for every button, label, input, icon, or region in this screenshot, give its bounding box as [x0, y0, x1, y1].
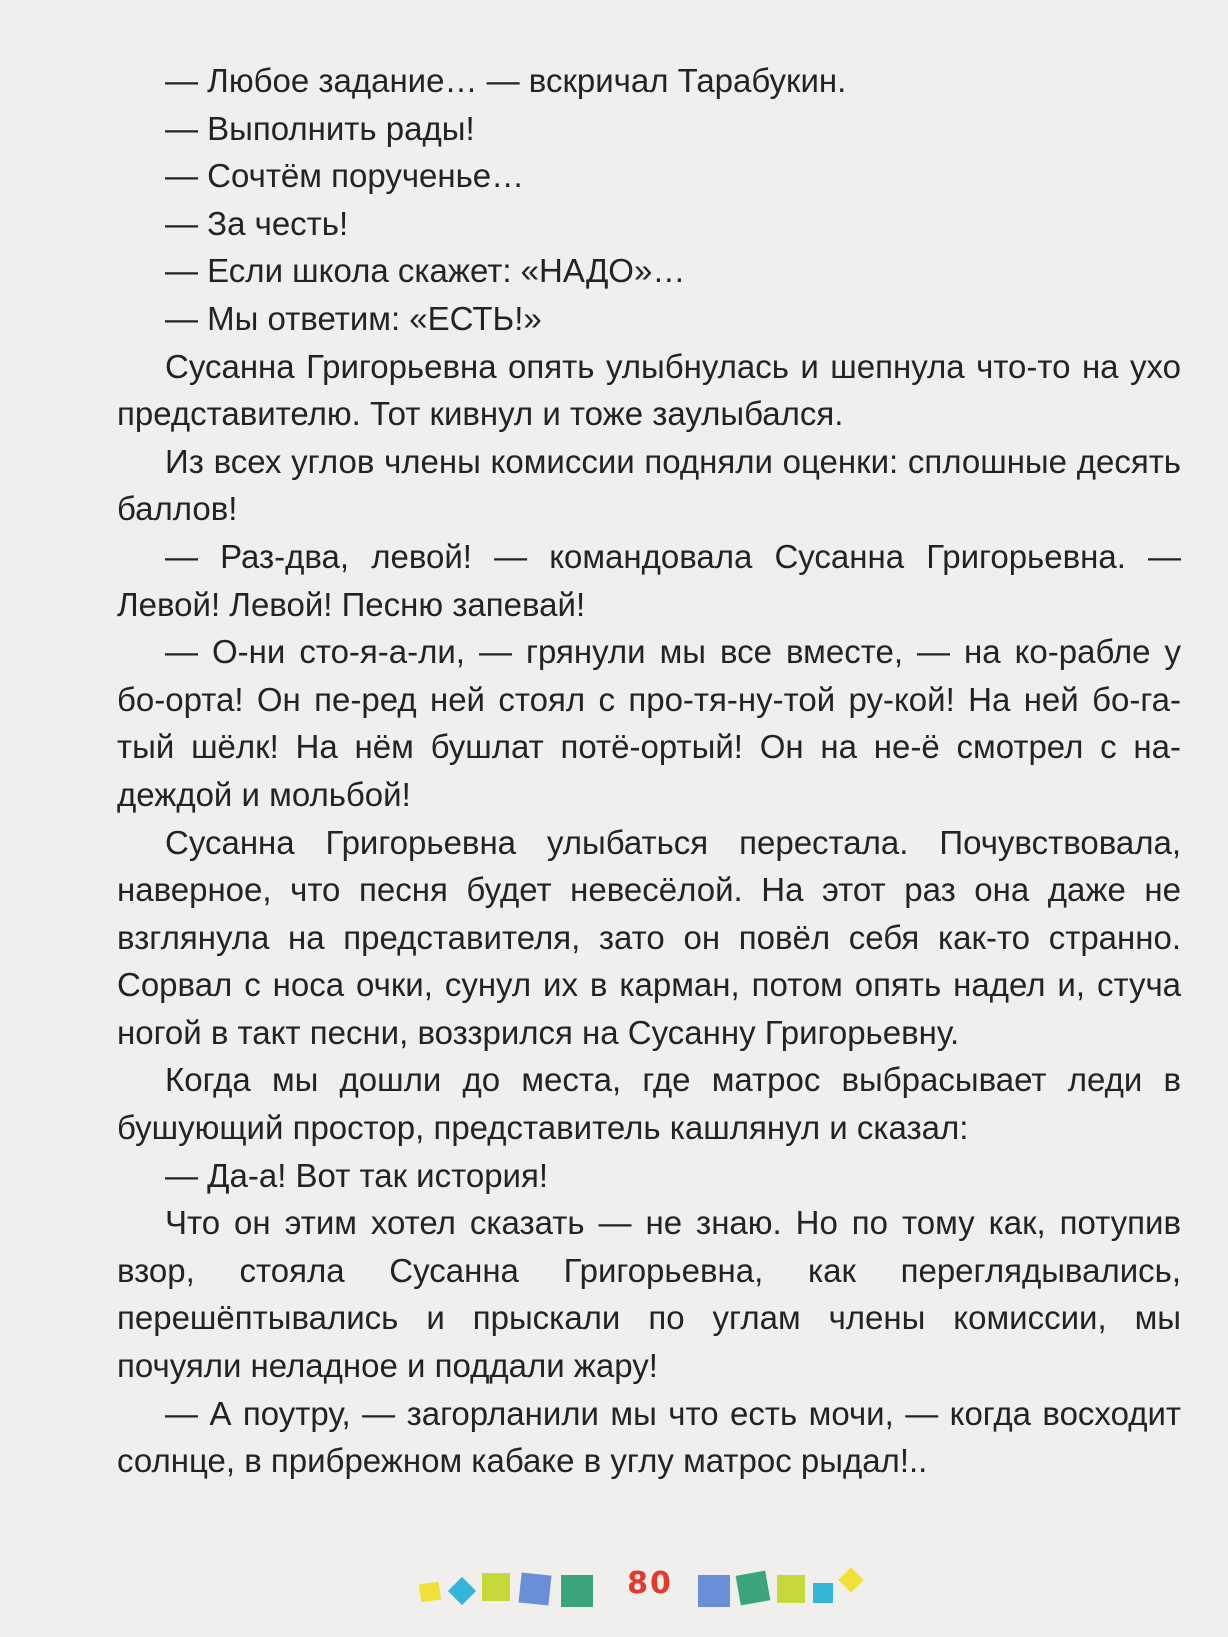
decor-square-left-3	[482, 1573, 510, 1601]
dialogue-line: — За честь!	[165, 204, 349, 242]
page-text	[117, 57, 1181, 1485]
dialogue-line: — Любое задание… — вскричал Тарабукин.	[165, 62, 847, 99]
decor-square-right-4	[813, 1583, 833, 1603]
dialogue-line: — Сочтём порученье…	[165, 157, 525, 195]
dialogue-line: — Да-а! Вот так история!	[165, 1156, 549, 1194]
decor-square-left-1	[419, 1582, 441, 1603]
decor-square-right-3	[777, 1575, 805, 1603]
dialogue-line: — Если школа скажет: «НАДО»…	[165, 252, 686, 290]
decor-square-right-2	[736, 1571, 771, 1606]
page-footer	[0, 1557, 1228, 1617]
decor-square-left-4	[519, 1573, 552, 1606]
paragraph: — А поутру, — загорланили мы что есть мочи, — когда восходит солнце, в прибрежном кабаке в углу матрос рыдал!..	[117, 1394, 1181, 1480]
dialogue-line: — Выполнить рады!	[165, 109, 475, 147]
paragraph: Сусанна Григорьевна опять улыбнулась и шепнула что-то на ухо представителю. Тот кивнул и тоже заулыбался.	[117, 347, 1181, 433]
dialogue-line: — Мы ответим: «ЕСТЬ!»	[165, 299, 542, 337]
paragraph: Когда мы дошли до места, где матрос выбрасывает леди в бушующий простор, представитель кашлянул и сказал:	[117, 1061, 1181, 1147]
paragraph: — О-ни сто-я-а-ли, — грянули мы все вместе, — на ко-рабле у бо-орта! Он пе-ред ней стоял с про-тя-ну-той ру-кой! На ней бо-га-тый шёлк! На нём бушлат потё-ортый! Он на не-ё смотрел с на-деждой и мольбой!	[117, 633, 1181, 813]
paragraph: — Раз-два, левой! — командовала Сусанна Григорьевна. — Левой! Левой! Песню запевай!	[117, 537, 1181, 623]
paragraph: Сусанна Григорьевна улыбаться перестала. Почувствовала, наверное, что песня будет невесёлой. На этот раз она даже не взглянула на представителя, зато он повёл себя как-то странно. Сорвал с носа очки, сунул их в карман, потом опять надел и, стуча ногой в такт песни, воззрился на Сусанну Григорьевну.	[117, 823, 1181, 1051]
decor-square-right-5	[838, 1567, 863, 1592]
decor-square-left-2	[448, 1577, 476, 1605]
decor-square-right-1	[698, 1575, 730, 1607]
page-number: 80	[627, 1566, 673, 1601]
decor-square-left-5	[561, 1575, 593, 1607]
paragraph: Что он этим хотел сказать — не знаю. Но по тому как, потупив взор, стояла Сусанна Григорьевна, как переглядывались, перешёптывались и прыскали по углам члены комиссии, мы почуяли неладное и поддали жару!	[117, 1204, 1181, 1385]
paragraph: Из всех углов члены комиссии подняли оценки: сплошные десять баллов!	[117, 442, 1181, 528]
